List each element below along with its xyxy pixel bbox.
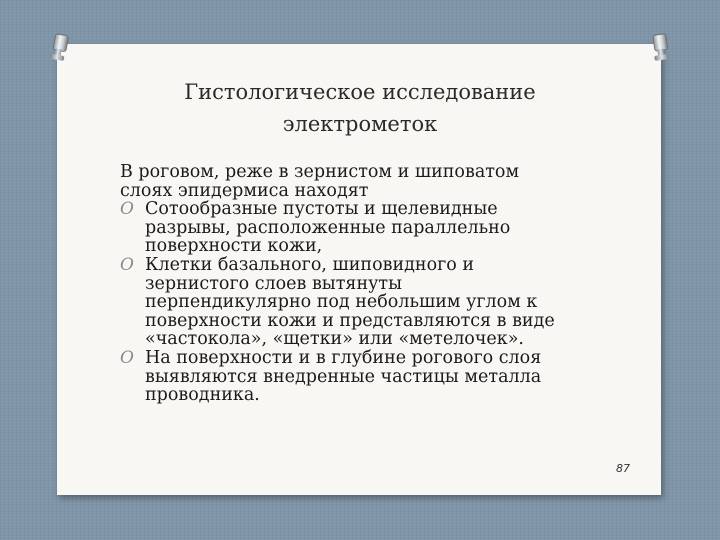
bullet-line: разрывы, расположенные параллельно — [145, 217, 511, 238]
bullet-marker: O — [120, 347, 134, 368]
page-number: 87 — [616, 462, 630, 475]
bullet-marker: O — [120, 254, 134, 275]
slide-title-line: Гистологическое исследование — [184, 80, 536, 104]
bullet-line: зернистого слоев вытянуты — [145, 273, 403, 294]
bullet-item — [120, 256, 630, 349]
slide-title — [100, 76, 620, 140]
pushpin-icon — [651, 33, 668, 61]
bullet-line: проводника. — [145, 385, 260, 406]
bullet-line: Сотообразные пустоты и щелевидные — [145, 199, 498, 220]
bullet-line: «частокола», «щетки» или «метелочек». — [145, 329, 524, 350]
bullet-marker: O — [120, 199, 134, 220]
bullet-line: поверхности кожи, — [145, 236, 323, 257]
slide-body — [120, 163, 630, 405]
bullet-line: перпендикулярно под небольшим углом к — [145, 292, 538, 313]
intro-line: слоях эпидермиса находят — [120, 180, 369, 201]
bullet-line: Клетки базального, шиповидного и — [145, 254, 475, 275]
intro-line: В роговом, реже в зернистом и шиповатом — [120, 162, 520, 182]
bullet-item — [120, 200, 630, 256]
bullet-item — [120, 349, 630, 405]
bullet-line: На поверхности и в глубине рогового слоя — [145, 347, 542, 368]
bullet-list — [120, 200, 630, 405]
bullet-line: выявляются внедренные частицы металла — [145, 366, 542, 387]
slide-title-line: электрометок — [282, 112, 438, 136]
intro-paragraph — [120, 163, 630, 200]
bullet-line: поверхности кожи и представляются в виде — [145, 310, 555, 331]
